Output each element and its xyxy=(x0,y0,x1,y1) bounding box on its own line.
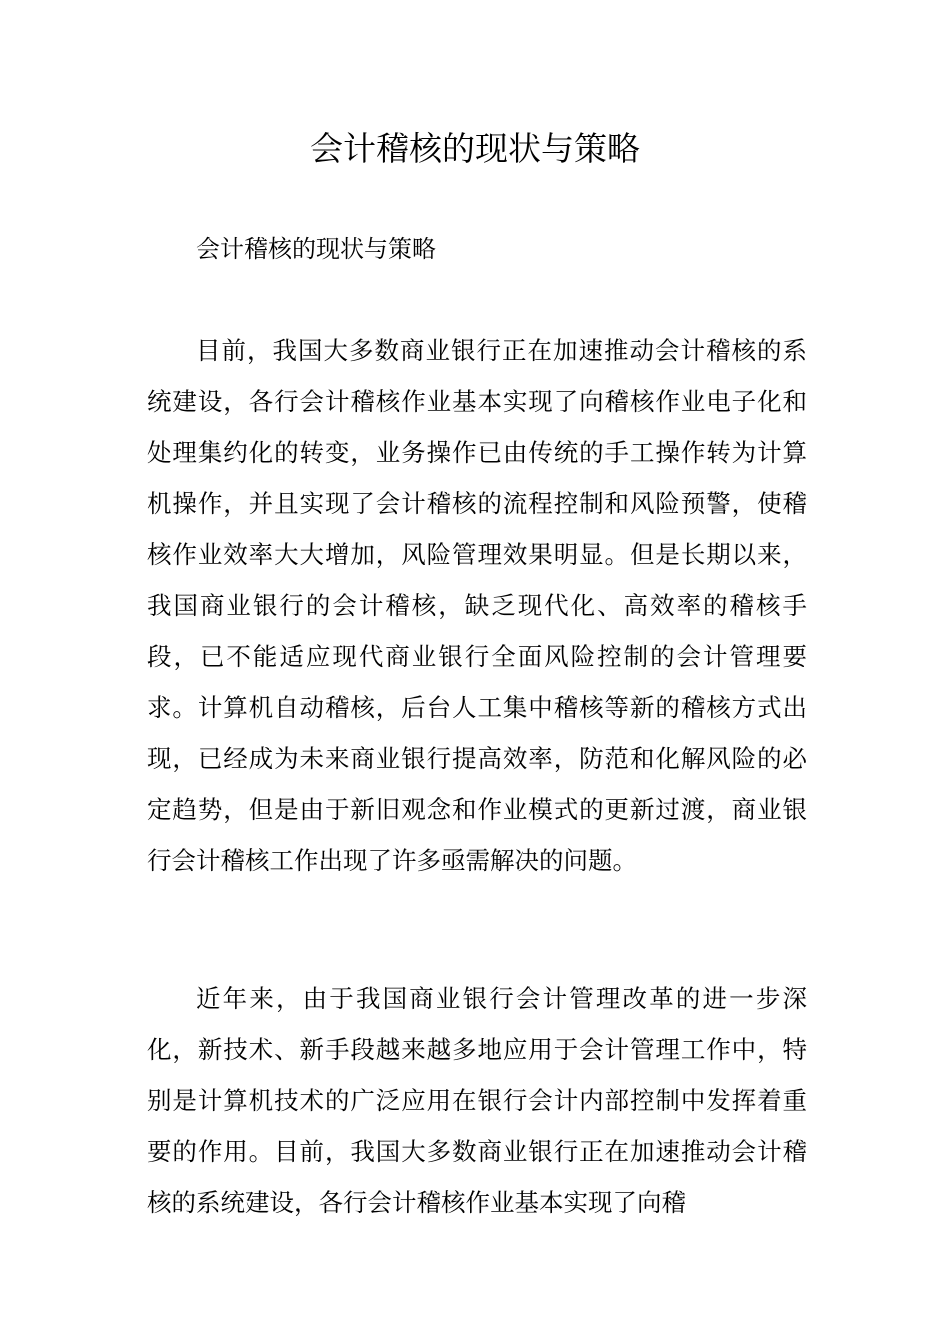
body-paragraph-1: 目前，我国大多数商业银行正在加速推动会计稽核的系统建设，各行会计稽核作业基本实现了向稽核作业电子化和处理集约化的转变，业务操作已由传统的手工操作转为计算机操作，并且实现了会计稽核的流程控制和风险预警，使稽核作业效率大大增加，风险管理效果明显。但是长期以来，我国商业银行的会计稽核，缺乏现代化、高效率的稽核手段，已不能适应现代商业银行全面风险控制的会计管理要求。计算机自动稽核，后台人工集中稽核等新的稽核方式出现，已经成为未来商业银行提高效率，防范和化解风险的必定趋势，但是由于新旧观念和作业模式的更新过渡，商业银行会计稽核工作出现了许多亟需解决的问题。 xyxy=(147,336,807,875)
document-title: 会计稽核的现状与策略 xyxy=(310,129,640,168)
body-paragraph-2: 近年来，由于我国商业银行会计管理改革的进一步深化，新技术、新手段越来越多地应用于会计管理工作中，特别是计算机技术的广泛应用在银行会计内部控制中发挥着重要的作用。目前，我国大多数商业银行正在加速推动会计稽核的系统建设，各行会计稽核作业基本实现了向稽 xyxy=(147,984,807,1217)
document-subtitle: 会计稽核的现状与策略 xyxy=(196,235,436,263)
